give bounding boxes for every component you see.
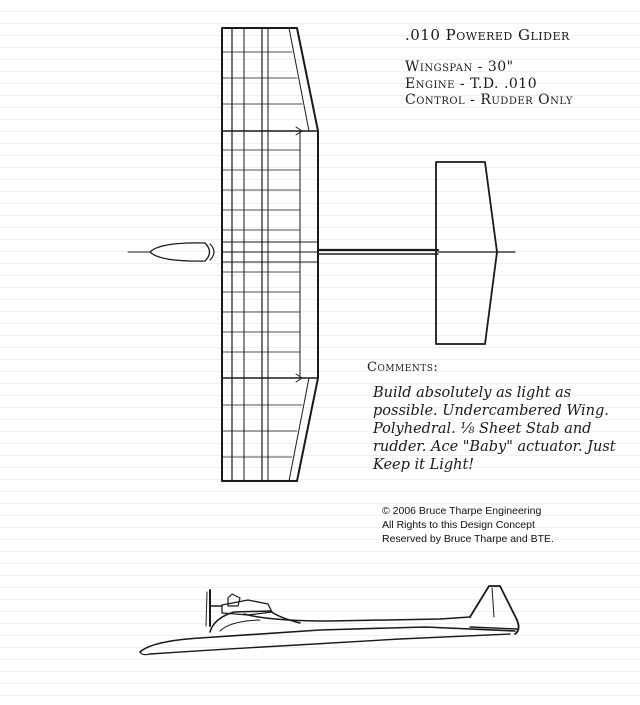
stabilizer-top-view	[436, 162, 515, 344]
copyright-line-2: All Rights to this Design Concept	[382, 519, 535, 531]
copyright-notice	[382, 504, 554, 546]
plan-title: .010 Powered Glider	[405, 26, 570, 44]
fuselage-top-view	[128, 243, 438, 261]
comments-label: Comments:	[367, 360, 439, 375]
spec-control: Control - Rudder Only	[405, 92, 573, 108]
copyright-line-1: © 2006 Bruce Tharpe Engineering	[382, 505, 542, 517]
copyright-line-3: Reserved by Bruce Tharpe and BTE.	[382, 533, 554, 545]
wing-planform	[222, 28, 318, 481]
spec-engine: Engine - T.D. .010	[405, 76, 538, 92]
fuselage-side-view	[140, 586, 519, 655]
spec-wingspan: Wingspan - 30"	[405, 59, 514, 75]
comments-text: Build absolutely as light as possible. Undercambered Wing. Polyhedral. ⅛ Sheet Stab and rudder. Ace "Baby" actuator. Just Keep it Light!	[373, 385, 616, 473]
